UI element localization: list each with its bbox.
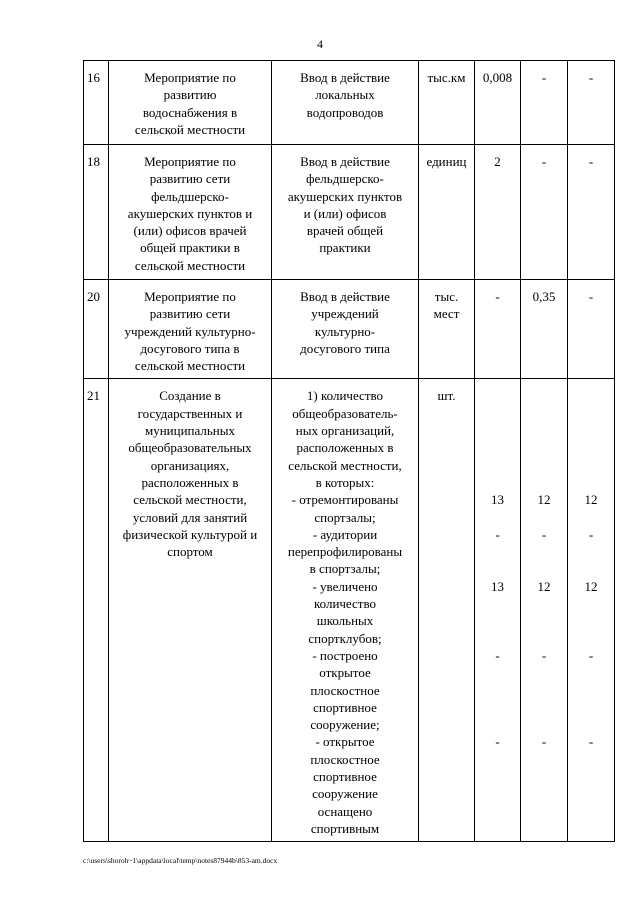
text-line: учреждений культурно-: [124, 323, 256, 339]
indicator-cell: [272, 145, 419, 280]
text-line: - увеличено: [312, 578, 378, 594]
activity-name-cell: [109, 379, 272, 842]
text-line: тыс.км: [427, 70, 466, 85]
text-line: плоскостное: [310, 751, 380, 767]
text-line: акушерских пунктов и: [127, 205, 253, 221]
text-line: расположенных в: [141, 474, 239, 490]
text-line: муниципальных: [144, 423, 235, 439]
text-line: практики: [319, 240, 371, 256]
text-line: спортивное: [313, 699, 377, 715]
value-item: 13: [491, 492, 504, 508]
row-number: 16: [84, 61, 109, 145]
value-item: -: [495, 526, 500, 542]
text-line: мест: [433, 306, 460, 322]
text-line: общей практики в: [140, 240, 240, 256]
table-row: [84, 280, 615, 379]
text-line: шт.: [437, 388, 456, 404]
text-line: врачей общей: [306, 223, 384, 239]
text-line: Мероприятие по: [144, 154, 236, 169]
text-line: спортклубов;: [308, 630, 382, 646]
text-line: физической культурой и: [122, 526, 258, 542]
value-item: -: [541, 734, 547, 750]
text-line: государственных и: [137, 405, 243, 421]
value-item: 13: [491, 578, 504, 594]
text-line: Ввод в действие: [300, 154, 390, 169]
text-line: плоскостное: [310, 682, 380, 698]
value-cell: 0,008: [475, 61, 521, 145]
unit-cell: [419, 379, 475, 842]
text-line: развитию сети: [149, 306, 231, 322]
text-line: водоснабжения в: [142, 104, 238, 120]
table-row: [84, 379, 615, 842]
value-cell: 0,35: [521, 280, 568, 379]
value-cell: -: [521, 61, 568, 145]
value-item: -: [541, 526, 547, 542]
text-line: локальных: [315, 87, 375, 103]
text-line: общеобразователь-: [292, 405, 398, 421]
text-line: оснащено: [317, 803, 373, 819]
text-line: развитию сети: [149, 171, 231, 187]
value-item: -: [495, 647, 500, 663]
row-number: 18: [84, 145, 109, 280]
text-line: сельской местности,: [133, 492, 247, 508]
text-line: открытое: [319, 665, 371, 681]
value-item: 12: [584, 578, 598, 594]
footer-file-path: c:\users\shoroh~1\appdata\local\temp\notes87944b\853-am.docx: [83, 856, 278, 865]
unit-cell: [419, 280, 475, 379]
text-line: сельской местности: [134, 121, 246, 137]
value-cell: 2: [475, 145, 521, 280]
value-item: 12: [537, 578, 551, 594]
text-line: (или) офисов врачей: [133, 223, 247, 239]
row-number: 21: [84, 379, 109, 842]
text-line: Мероприятие по: [144, 70, 236, 85]
text-line: досугового типа: [300, 340, 390, 356]
text-line: и (или) офисов: [303, 205, 387, 221]
text-line: Ввод в действие: [300, 70, 390, 85]
indicator-cell: [272, 280, 419, 379]
text-line: водопроводов: [306, 104, 384, 120]
unit-cell: [419, 145, 475, 280]
text-line: Ввод в действие: [300, 289, 390, 304]
text-line: фельдшерско-: [151, 188, 229, 204]
text-line: количество: [313, 596, 377, 612]
value-cell: -: [521, 145, 568, 280]
text-line: тыс.: [434, 289, 459, 304]
text-line: сельской местности: [134, 257, 246, 273]
text-line: - построено: [312, 647, 378, 663]
text-line: перепрофилированы: [287, 544, 403, 560]
text-line: спортивное: [313, 769, 377, 785]
value-item: -: [588, 647, 594, 663]
text-line: культурно-: [314, 323, 376, 339]
text-line: сооружение;: [310, 717, 380, 733]
value-item: -: [588, 526, 594, 542]
value-cell: -: [568, 280, 615, 379]
value-cell: [568, 379, 615, 842]
text-line: учреждений: [311, 306, 379, 322]
text-line: расположенных в: [296, 440, 394, 456]
value-cell: [521, 379, 568, 842]
indicators-table: [83, 60, 615, 842]
page-number: 4: [317, 37, 323, 51]
text-line: развитию: [163, 87, 217, 103]
text-line: сельской местности,: [288, 457, 402, 473]
value-item: 12: [537, 492, 551, 508]
text-line: Создание в: [159, 388, 221, 404]
value-item: -: [588, 734, 594, 750]
text-line: акушерских пунктов: [287, 188, 403, 204]
value-item: -: [541, 647, 547, 663]
text-line: общеобразовательных: [128, 440, 252, 456]
text-line: школьных: [316, 613, 374, 629]
text-line: ных организаций,: [295, 423, 395, 439]
unit-cell: [419, 61, 475, 145]
text-line: в спортзалы;: [309, 561, 381, 577]
table-row: [84, 61, 615, 145]
text-line: организациях,: [150, 457, 230, 473]
text-line: сооружение: [312, 786, 378, 802]
text-line: - открытое: [315, 734, 375, 750]
text-line: 1) количество: [306, 388, 384, 404]
value-item: 12: [584, 492, 598, 508]
text-line: в которых:: [315, 474, 375, 490]
text-line: сельской местности: [134, 358, 246, 374]
value-cell: [475, 379, 521, 842]
table-row: [84, 145, 615, 280]
row-number: 20: [84, 280, 109, 379]
value-item: -: [495, 734, 500, 750]
value-cell: -: [475, 280, 521, 379]
text-line: условий для занятий: [132, 509, 248, 525]
indicator-cell: [272, 61, 419, 145]
value-cell: -: [568, 145, 615, 280]
text-line: - отремонтированы: [291, 492, 399, 508]
text-line: спортивным: [310, 820, 380, 836]
text-line: Мероприятие по: [144, 289, 236, 304]
indicator-cell: [272, 379, 419, 842]
text-line: спортом: [167, 544, 213, 560]
text-line: единиц: [426, 154, 467, 169]
activity-name-cell: [109, 61, 272, 145]
activity-name-cell: [109, 145, 272, 280]
text-line: фельдшерско-: [306, 171, 384, 187]
activity-name-cell: [109, 280, 272, 379]
value-cell: -: [568, 61, 615, 145]
text-line: спортзалы;: [314, 509, 376, 525]
text-line: - аудитории: [312, 526, 378, 542]
text-line: досугового типа в: [140, 340, 240, 356]
